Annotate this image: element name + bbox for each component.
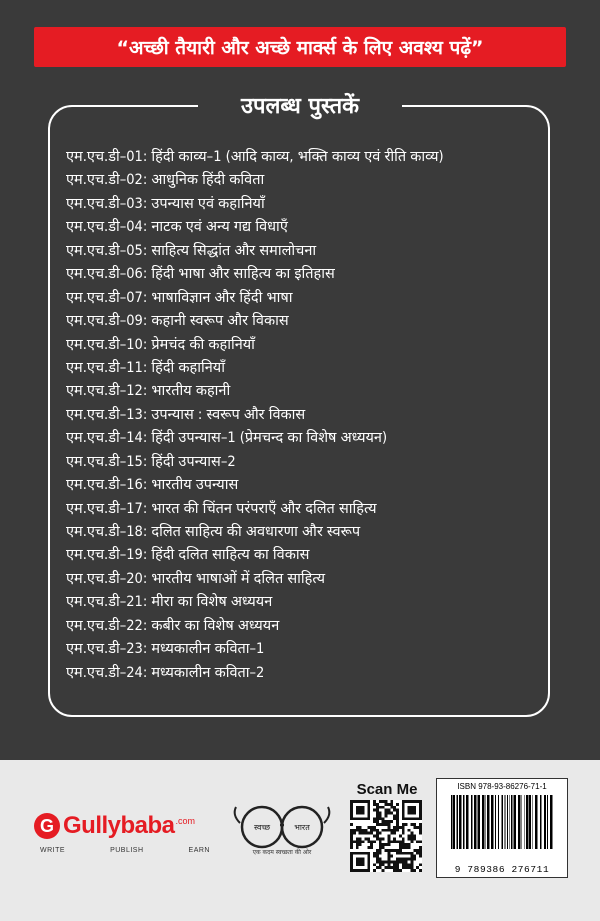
books-list	[66, 146, 546, 685]
gullybaba-logo	[34, 812, 195, 840]
tagline-write: WRITE	[40, 847, 66, 854]
book-list-item: एम.एच.डी–13: उपन्यास : स्वरूप और विकास	[66, 406, 306, 423]
books-list-title: उपलब्ध पुस्तकें	[198, 86, 402, 124]
promo-banner-text: “अच्छी तैयारी और अच्छे मार्क्स के लिए अवश्य पढ़ें”	[116, 37, 484, 59]
swachh-right-text: भारत	[294, 823, 310, 832]
book-list-item: एम.एच.डी–22: कबीर का विशेष अध्ययन	[66, 617, 280, 634]
swachh-left-text: स्वच्छ	[253, 823, 271, 832]
book-list-item: एम.एच.डी–24: मध्यकालीन कविता–2	[66, 664, 265, 681]
isbn-barcode-box	[436, 778, 568, 878]
book-list-item: एम.एच.डी–05: साहित्य सिद्धांत और समालोचना	[66, 242, 317, 259]
book-list-item: एम.एच.डी–01: हिंदी काव्य–1 (आदि काव्य, भक्ति काव्य एवं रीति काव्य)	[66, 149, 444, 165]
book-list-item: एम.एच.डी–14: हिंदी उपन्यास–1 (प्रेमचन्द का विशेष अध्ययन)	[66, 430, 388, 447]
book-list-item: एम.एच.डी–19: हिंदी दलित साहित्य का विकास	[66, 547, 310, 564]
book-list-item: एम.एच.डी–06: हिंदी भाषा और साहित्य का इतिहास	[66, 266, 335, 283]
book-list-item: एम.एच.डी–03: उपन्यास एवं कहानियाँ	[66, 195, 265, 212]
barcode-number: 9 789386 276711	[454, 864, 550, 875]
book-list-item: एम.एच.डी–11: हिंदी कहानियाँ	[66, 359, 225, 376]
logo-tagline	[40, 847, 210, 854]
book-list-item: एम.एच.डी–12: भारतीय कहानी	[66, 383, 231, 400]
qr-code	[350, 800, 422, 872]
book-list-item: एम.एच.डी–04: नाटक एवं अन्य गद्य विधाएँ	[66, 219, 288, 236]
logo-mark-icon: G	[34, 813, 60, 839]
book-list-item: एम.एच.डी–21: मीरा का विशेष अध्ययन	[66, 594, 273, 611]
book-list-item: एम.एच.डी–18: दलित साहित्य की अवधारणा और स्वरूप	[66, 524, 361, 540]
book-list-item: एम.एच.डी–02: आधुनिक हिंदी कविता	[66, 172, 265, 189]
book-list-item: एम.एच.डी–07: भाषाविज्ञान और हिंदी भाषा	[66, 289, 293, 306]
swachh-tagline: एक कदम स्वच्छता की ओर	[252, 849, 312, 856]
logo-suffix: .com	[175, 816, 196, 826]
book-list-item: एम.एच.डी–20: भारतीय भाषाओं में दलित साहित्य	[66, 570, 325, 587]
scan-me-label: Scan Me	[356, 781, 418, 798]
book-list-item: एम.एच.डी–09: कहानी स्वरूप और विकास	[66, 313, 289, 330]
logo-name: Gullybaba	[63, 812, 175, 839]
book-list-item: एम.एच.डी–23: मध्यकालीन कविता–1	[66, 641, 265, 658]
book-list-item: एम.एच.डी–17: भारत की चिंतन परंपराएँ और दलित साहित्य	[66, 500, 377, 517]
tagline-earn: EARN	[188, 847, 210, 854]
barcode	[447, 795, 559, 861]
book-list-item: एम.एच.डी–10: प्रेमचंद की कहानियाँ	[66, 336, 255, 353]
book-list-item: एम.एच.डी–15: हिंदी उपन्यास–2	[66, 453, 236, 470]
isbn-label: ISBN 978-93-86276-71-1	[457, 782, 547, 791]
promo-banner	[34, 27, 566, 67]
book-list-item: एम.एच.डी–16: भारतीय उपन्यास	[66, 477, 239, 494]
tagline-publish: PUBLISH	[110, 847, 144, 854]
